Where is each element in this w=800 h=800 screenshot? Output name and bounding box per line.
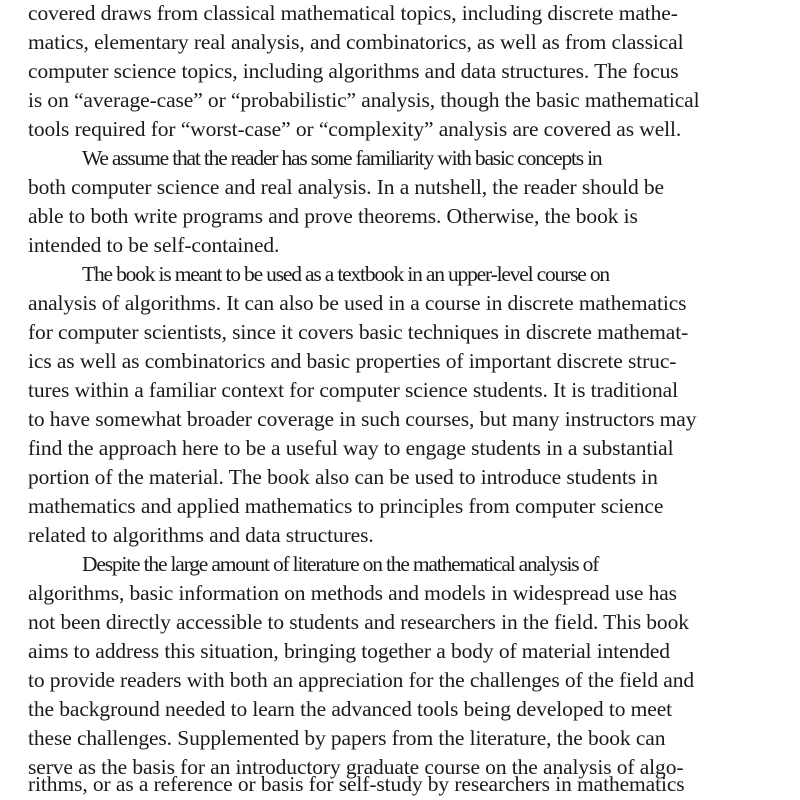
text-line: computer science topics, including algorithms and data structures. The focus — [28, 59, 679, 83]
text-line: We assume that the reader has some familiarity with basic concepts in — [82, 146, 602, 170]
text-line: for computer scientists, since it covers basic techniques in discrete mathemat- — [28, 320, 689, 344]
text-line: covered draws from classical mathematical topics, including discrete mathe- — [28, 1, 678, 25]
text-line: both computer science and real analysis. In a nutshell, the reader should be — [28, 175, 664, 199]
text-line: serve as the basis for an introductory graduate course on the analysis of algo- — [28, 755, 684, 779]
text-line: find the approach here to be a useful way to engage students in a substantial — [28, 436, 674, 460]
text-line: related to algorithms and data structures. — [28, 523, 374, 547]
text-line: The book is meant to be used as a textbook in an upper-level course on — [82, 262, 609, 286]
text-line: aims to address this situation, bringing together a body of material intended — [28, 639, 670, 663]
text-line: analysis of algorithms. It can also be used in a course in discrete mathematics — [28, 291, 687, 315]
text-line: to provide readers with both an appreciation for the challenges of the field and — [28, 668, 695, 692]
text-line: to have somewhat broader coverage in such courses, but many instructors may — [28, 407, 697, 431]
text-line: the background needed to learn the advanced tools being developed to meet — [28, 697, 673, 721]
text-line: tools required for “worst-case” or “complexity” analysis are covered as well. — [28, 117, 682, 141]
text-line: portion of the material. The book also can be used to introduce students in — [28, 465, 658, 489]
text-line: tures within a familiar context for computer science students. It is traditional — [28, 378, 678, 402]
text-line: algorithms, basic information on methods and models in widespread use has — [28, 581, 677, 605]
text-line: not been directly accessible to students and researchers in the field. This book — [28, 610, 689, 634]
text-line: these challenges. Supplemented by papers from the literature, the book can — [28, 726, 666, 750]
text-line: is on “average-case” or “probabilistic” analysis, though the basic mathematical — [28, 88, 700, 112]
text-line: Despite the large amount of literature on the mathematical analysis of — [82, 552, 599, 576]
text-line: matics, elementary real analysis, and combinatorics, as well as from classical — [28, 30, 684, 54]
text-line: able to both write programs and prove theorems. Otherwise, the book is — [28, 204, 638, 228]
text-line: intended to be self-contained. — [28, 233, 280, 257]
text-line: rithms, or as a reference or basis for self-study by researchers in mathematics — [28, 772, 685, 796]
text-line: mathematics and applied mathematics to principles from computer science — [28, 494, 664, 518]
text-line: ics as well as combinatorics and basic properties of important discrete struc- — [28, 349, 677, 373]
